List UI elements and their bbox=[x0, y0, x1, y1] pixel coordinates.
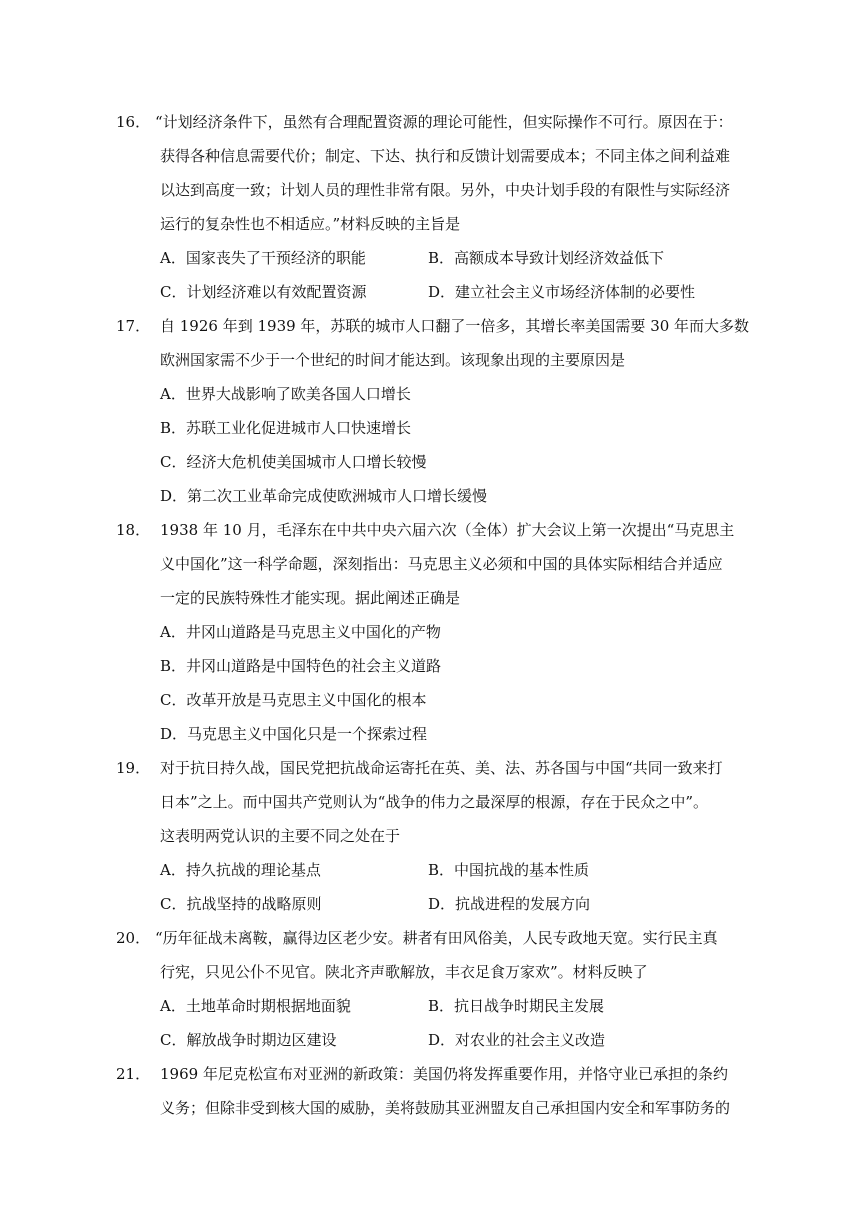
option-a[interactable] bbox=[160, 384, 411, 404]
option-text: 马克思主义中国化只是一个探索过程 bbox=[187, 725, 428, 743]
option-text: 苏联工业化促进城市人口快速增长 bbox=[186, 419, 412, 437]
option-d[interactable] bbox=[428, 282, 695, 302]
option-letter: A． bbox=[160, 385, 186, 403]
option-letter: C． bbox=[160, 1031, 187, 1049]
question-number: 16． bbox=[116, 113, 151, 131]
question-text: “历年征战未离鞍，赢得边区老少安。耕者有田风俗美，人民专政地天宽。实行民主真 bbox=[155, 929, 718, 947]
option-letter: C． bbox=[160, 283, 187, 301]
option-b[interactable] bbox=[160, 418, 411, 438]
option-letter: B． bbox=[160, 419, 187, 437]
option-text: 建立社会主义市场经济体制的必要性 bbox=[455, 283, 696, 301]
question-number: 17． bbox=[116, 317, 151, 335]
question-text: 欧洲国家需不少于一个世纪的时间才能达到。该现象出现的主要原因是 bbox=[160, 351, 626, 369]
option-letter: C． bbox=[160, 691, 187, 709]
option-text: 抗战进程的发展方向 bbox=[455, 895, 591, 913]
option-text: 土地革命时期根据地面貌 bbox=[185, 997, 351, 1015]
option-letter: D． bbox=[160, 487, 188, 505]
question-number: 18． bbox=[116, 521, 151, 539]
question-text: 行宪，只见公仆不见官。陕北齐声歌解放，丰衣足食万家欢”。材料反映了 bbox=[160, 963, 648, 981]
option-text: 第二次工业革命完成使欧洲城市人口增长缓慢 bbox=[187, 487, 488, 505]
option-b[interactable] bbox=[428, 248, 664, 268]
option-text: 计划经济难以有效配置资源 bbox=[186, 283, 367, 301]
question-text: 运行的复杂性也不相适应。”材料反映的主旨是 bbox=[160, 215, 461, 233]
option-c[interactable] bbox=[160, 1030, 337, 1050]
option-letter: C． bbox=[160, 895, 187, 913]
option-a[interactable] bbox=[160, 622, 441, 642]
question-text: 这表明两党认识的主要不同之处在于 bbox=[160, 827, 401, 845]
option-letter: D． bbox=[428, 895, 456, 913]
option-text: 世界大战影响了欧美各国人口增长 bbox=[185, 385, 411, 403]
option-d[interactable] bbox=[160, 724, 427, 744]
option-text: 中国抗战的基本性质 bbox=[454, 861, 590, 879]
option-text: 经济大危机使美国城市人口增长较慢 bbox=[186, 453, 427, 471]
question-text: 1938 年 10 月，毛泽东在中共中央六届六次（全体）扩大会议上第一次提出“马克思主 bbox=[160, 521, 735, 539]
option-letter: A． bbox=[160, 623, 186, 641]
question-text: 日本”之上。而中国共产党则认为“战争的伟力之最深厚的根源，存在于民众之中”。 bbox=[160, 793, 709, 811]
option-letter: B． bbox=[160, 657, 187, 675]
question-text: 义中国化”这一科学命题，深刻指出：马克思主义必须和中国的具体实际相结合并适应 bbox=[160, 555, 723, 573]
option-c[interactable] bbox=[160, 690, 427, 710]
option-c[interactable] bbox=[160, 452, 427, 472]
option-letter: A． bbox=[160, 861, 186, 879]
option-b[interactable] bbox=[428, 860, 589, 880]
option-c[interactable] bbox=[160, 894, 322, 914]
option-text: 井冈山道路是马克思主义中国化的产物 bbox=[185, 623, 441, 641]
option-text: 高额成本导致计划经济效益低下 bbox=[454, 249, 665, 267]
option-a[interactable] bbox=[160, 996, 351, 1016]
question-text: 义务；但除非受到核大国的威胁，美将鼓励其亚洲盟友自己承担国内安全和军事防务的 bbox=[160, 1099, 731, 1117]
option-text: 国家丧失了干预经济的职能 bbox=[185, 249, 366, 267]
option-letter: B． bbox=[428, 997, 455, 1015]
option-text: 持久抗战的理论基点 bbox=[185, 861, 321, 879]
option-text: 井冈山道路是中国特色的社会主义道路 bbox=[186, 657, 442, 675]
question-text: 自 1926 年到 1939 年，苏联的城市人口翻了一倍多，其增长率美国需要 30 年而大多数 bbox=[160, 317, 750, 335]
option-text: 解放战争时期边区建设 bbox=[186, 1031, 337, 1049]
option-text: 改革开放是马克思主义中国化的根本 bbox=[186, 691, 427, 709]
option-b[interactable] bbox=[428, 996, 604, 1016]
option-d[interactable] bbox=[160, 486, 487, 506]
option-letter: D． bbox=[428, 1031, 456, 1049]
question-text: 1969 年尼克松宣布对亚洲的新政策：美国仍将发挥重要作用，并恪守业已承担的条约 bbox=[160, 1065, 728, 1083]
question-text: 以达到高度一致；计划人员的理性非常有限。另外，中央计划手段的有限性与实际经济 bbox=[160, 181, 731, 199]
option-text: 抗日战争时期民主发展 bbox=[454, 997, 605, 1015]
question-number: 20． bbox=[116, 929, 151, 947]
question-text: “计划经济条件下，虽然有合理配置资源的理论可能性，但实际操作不可行。原因在于： bbox=[155, 113, 733, 131]
option-letter: B． bbox=[428, 249, 455, 267]
option-a[interactable] bbox=[160, 860, 321, 880]
question-text: 获得各种信息需要代价；制定、下达、执行和反馈计划需要成本；不同主体之间利益难 bbox=[160, 147, 731, 165]
option-a[interactable] bbox=[160, 248, 366, 268]
option-d[interactable] bbox=[428, 1030, 605, 1050]
option-letter: D． bbox=[160, 725, 188, 743]
question-number: 21． bbox=[116, 1065, 151, 1083]
option-letter: A． bbox=[160, 249, 186, 267]
option-c[interactable] bbox=[160, 282, 367, 302]
question-text: 一定的民族特殊性才能实现。据此阐述正确是 bbox=[160, 589, 461, 607]
option-letter: D． bbox=[428, 283, 456, 301]
option-text: 对农业的社会主义改造 bbox=[455, 1031, 606, 1049]
option-letter: C． bbox=[160, 453, 187, 471]
option-d[interactable] bbox=[428, 894, 590, 914]
option-text: 抗战坚持的战略原则 bbox=[186, 895, 322, 913]
question-text: 对于抗日持久战，国民党把抗战命运寄托在英、美、法、苏各国与中国“共同一致来打 bbox=[160, 759, 723, 777]
option-letter: B． bbox=[428, 861, 455, 879]
question-number: 19． bbox=[116, 759, 151, 777]
option-b[interactable] bbox=[160, 656, 441, 676]
option-letter: A． bbox=[160, 997, 186, 1015]
